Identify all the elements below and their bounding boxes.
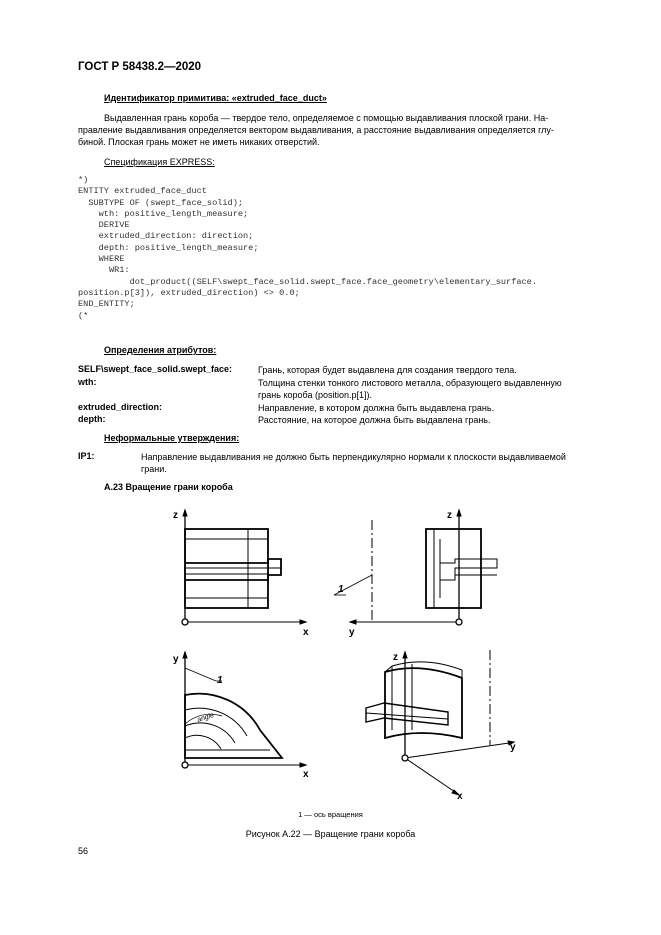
identifier-heading: Идентификатор примитива: «extruded_face_duct» — [104, 93, 327, 103]
code-line: extruded_direction: direction; — [78, 231, 254, 242]
attribute-name: wth: — [78, 377, 97, 387]
description-line-3: биной. Плоская грань может не иметь никаких отверстий. — [78, 137, 320, 147]
axis-label-z-right: z — [447, 510, 452, 521]
description-line-2: правление выдавливания определяется вектором выдавливания, а расстояние выдавливания определяется глу- — [78, 125, 554, 135]
code-line: WHERE — [78, 254, 125, 265]
attribute-name: extruded_direction: — [78, 402, 163, 412]
isometric-view — [366, 650, 514, 795]
informal-text-line-1: Направление выдавливания не должно быть перпендикулярно нормали к плоскости выдавливаемой — [141, 452, 566, 462]
axis-label-z: z — [173, 510, 178, 521]
code-line: DERIVE — [78, 220, 130, 231]
code-line: position.p[3]), extruded_direction) <> 0.0; — [78, 287, 300, 298]
rotation-figure — [0, 500, 661, 800]
page-header: ГОСТ Р 58438.2—2020 — [78, 61, 202, 73]
callout-1-bottom: 1 — [217, 675, 223, 686]
attribute-desc: грань короба (position.p[1]). — [258, 390, 372, 400]
axis-label-y: y — [173, 654, 179, 665]
code-line: wth: positive_length_measure; — [78, 208, 249, 219]
informal-label: IP1: — [78, 451, 95, 461]
code-line: SUBTYPE OF (swept_face_solid); — [78, 197, 244, 208]
attribute-desc: Направление, в котором должна быть выдавлена грань. — [258, 403, 495, 413]
express-heading: Спецификация EXPRESS: — [104, 157, 215, 167]
code-line: WR1: — [78, 265, 130, 276]
axis-label-y-right: y — [349, 627, 355, 638]
attribute-desc: Расстояние, на которое должна быть выдавлена грань. — [258, 415, 491, 425]
axis-label-z-iso: z — [393, 652, 398, 663]
code-line: ENTITY extruded_face_duct — [78, 186, 207, 197]
attribute-desc: Толщина стенки тонкого листового металла, образующего выдавленную — [258, 378, 562, 388]
top-view-rotation — [182, 652, 306, 768]
figure-legend: 1 — ось вращения — [298, 810, 363, 819]
informal-heading: Неформальные утверждения: — [104, 433, 240, 443]
attribute-desc: Грань, которая будет выдавлена для создания твердого тела. — [258, 365, 517, 375]
code-line: *) — [78, 175, 89, 185]
angle-label: angle — [196, 711, 215, 724]
axis-label-x: x — [303, 627, 309, 638]
figure-caption: Рисунок А.22 — Вращение грани короба — [245, 829, 416, 839]
side-view — [334, 510, 497, 625]
axis-label-x-iso: x — [457, 791, 463, 800]
code-line: dot_product((SELF\swept_face_solid.swept_face.face_geometry\elementary_surface. — [78, 276, 537, 287]
section-heading: A.23 Вращение грани короба — [104, 482, 233, 492]
axis-label-x-bottom: x — [303, 769, 309, 780]
page-number: 56 — [78, 846, 89, 856]
code-line: END_ENTITY; — [78, 299, 135, 310]
axis-label-y-iso: y — [510, 742, 516, 753]
informal-text-line-2: грани. — [141, 464, 167, 474]
attribute-name: depth: — [78, 414, 106, 424]
express-code-block — [78, 175, 537, 322]
description-line-1: Выдавленная грань короба — твердое тело, определяемое с помощью выдавливания плоской грани. На- — [104, 113, 549, 123]
code-line: (* — [78, 310, 89, 321]
attribute-name: SELF\swept_face_solid.swept_face: — [78, 364, 233, 374]
attributes-heading: Определения атрибутов: — [104, 345, 217, 355]
front-view — [182, 510, 306, 625]
code-line: depth: positive_length_measure; — [78, 242, 259, 253]
callout-1-top: 1 — [338, 584, 344, 595]
